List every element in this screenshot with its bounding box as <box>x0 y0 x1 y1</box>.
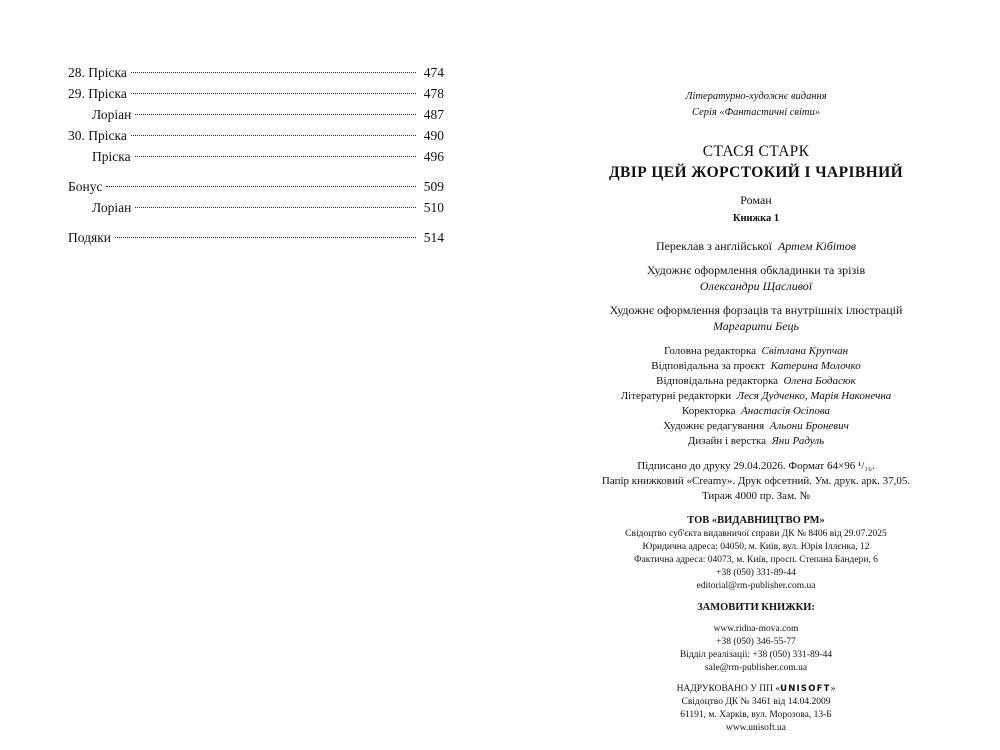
order-heading: ЗАМОВИТИ КНИЖКИ: <box>697 602 815 613</box>
staff-role: Головна редакторка <box>663 345 757 357</box>
printer-credit <box>586 683 926 696</box>
staff-line <box>586 374 926 389</box>
publisher-name: ТОВ «ВИДАВНИЦТВО РМ» <box>687 515 825 526</box>
cover-label: Художнє оформлення обкладинки та зрізів <box>646 263 866 277</box>
toc-entry-page: 496 <box>423 149 444 164</box>
order-contact-line: +38 (050) 346-55-77 <box>716 637 796 647</box>
publisher-detail-line: editorial@rm-publisher.com.ua <box>696 581 816 591</box>
print-specs <box>586 459 926 504</box>
print-spec-line: Тираж 4000 пр. Зам. № <box>701 490 811 502</box>
publisher-detail-line: +38 (050) 331-89-44 <box>716 568 796 578</box>
toc-entry-title: 29. Пріска <box>68 86 127 101</box>
printed-suffix: » <box>830 684 836 694</box>
printer-detail-line: 61191, м. Харків, вул. Морозова, 13-Б <box>680 710 832 720</box>
print-spec-line: Папір книжковий «Creamy». Друк офсетний. Ум. друк. арк. 37,05. <box>601 475 911 487</box>
edition-type: Літературно-художнє видання <box>685 91 827 102</box>
printed-prefix: НАДРУКОВАНО У ПП « <box>676 684 781 694</box>
toc-entry-title: Пріска <box>92 149 131 164</box>
series-name: Серія «Фантастичні світи» <box>692 107 820 118</box>
book-title: ДВІР ЦЕЙ ЖОРСТОКИЙ І ЧАРІВНИЙ <box>608 164 904 181</box>
endpaper-artist: Маргарити Бець <box>712 319 800 333</box>
printer-details <box>586 696 926 735</box>
staff-name: Анастасія Осіпова <box>741 405 831 417</box>
toc-entry-title: 30. Пріска <box>68 128 127 143</box>
staff-name: Яни Радуль <box>771 435 825 447</box>
toc-entry <box>68 227 444 248</box>
genre: Роман <box>740 193 772 207</box>
toc-leader-dots <box>131 72 416 73</box>
printer-brand: UNISOFT <box>780 684 831 694</box>
toc-entry <box>68 176 444 197</box>
toc-entry <box>68 62 444 83</box>
publisher-detail-line: Свідоцтво суб'єкта видавничої справи ДК № 8406 від 29.07.2025 <box>625 529 887 539</box>
staff-line <box>586 404 926 419</box>
toc-entry <box>68 104 444 125</box>
staff-name: Світлана Крупчан <box>761 345 849 357</box>
staff-role: Відповідальна за проєкт <box>651 360 766 372</box>
print-spec-line: Підписано до друку 29.04.2026. Формат 64×96 ¹/₁₆. <box>637 460 875 472</box>
staff-name: Леся Дудченко, Марія Наконечна <box>736 390 892 402</box>
staff-line <box>586 359 926 374</box>
order-contact-line: sale@rm-publisher.com.ua <box>704 663 808 673</box>
table-of-contents <box>68 62 444 248</box>
staff-name: Альони Броневич <box>769 420 849 432</box>
staff-role: Художнє редагування <box>663 420 765 432</box>
staff-credits <box>586 344 926 449</box>
publisher-details <box>586 528 926 593</box>
translation-label: Переклав з англійської <box>655 239 772 253</box>
staff-role: Коректорка <box>681 405 736 417</box>
toc-leader-dots <box>131 135 416 136</box>
toc-leader-dots <box>115 237 416 238</box>
staff-role: Відповідальна редакторка <box>656 375 779 387</box>
staff-name: Катерина Молочко <box>770 360 861 372</box>
toc-entry-page: 474 <box>423 65 444 80</box>
toc-entry <box>68 146 444 167</box>
publisher-detail-line: Фактична адреса: 04073, м. Київ, просп. Степана Бандери, 6 <box>634 555 878 565</box>
staff-role: Літературні редакторки <box>620 390 732 402</box>
author-name: СТАСЯ СТАРК <box>702 143 810 160</box>
toc-leader-dots <box>135 207 416 208</box>
endpaper-credit <box>586 302 926 334</box>
publisher-detail-line: Юридична адреса: 04050, м. Київ, вул. Юрія Іллєнка, 12 <box>642 542 870 552</box>
toc-entry-page: 487 <box>423 107 444 122</box>
translator-name: Артем Кібітов <box>777 239 857 253</box>
staff-role: Дизайн і верстка <box>687 435 767 447</box>
toc-entry-page: 514 <box>423 230 444 245</box>
toc-entry-page: 478 <box>423 86 444 101</box>
order-contact-line: www.ridna-mova.com <box>713 624 799 634</box>
staff-line <box>586 389 926 404</box>
book-number: Книжка 1 <box>732 213 780 224</box>
toc-leader-dots <box>135 114 416 115</box>
order-contacts <box>586 623 926 675</box>
toc-entry-page: 490 <box>423 128 444 143</box>
printer-detail-line: Свідоцтво ДК № 3461 від 14.04.2009 <box>681 697 831 707</box>
printer-detail-line: www.unisoft.ua <box>725 723 787 733</box>
translation-credit <box>586 238 926 254</box>
staff-line <box>586 434 926 449</box>
staff-name: Олена Бодасюк <box>783 375 856 387</box>
staff-line <box>586 419 926 434</box>
staff-line <box>586 344 926 359</box>
toc-entry-title: 28. Пріска <box>68 65 127 80</box>
toc-leader-dots <box>106 186 416 187</box>
toc-leader-dots <box>135 156 416 157</box>
cover-credit <box>586 262 926 294</box>
order-contact-line: Відділ реалізації: +38 (050) 331-89-44 <box>679 650 833 660</box>
toc-entry-title: Лоріан <box>92 107 132 122</box>
toc-entry <box>68 83 444 104</box>
toc-entry-page: 509 <box>423 179 444 194</box>
toc-entry-title: Подяки <box>68 230 111 245</box>
imprint-page <box>586 90 926 735</box>
toc-entry-title: Бонус <box>68 179 103 194</box>
toc-entry-page: 510 <box>423 200 444 215</box>
toc-leader-dots <box>131 93 416 94</box>
toc-entry <box>68 197 444 218</box>
toc-entry <box>68 125 444 146</box>
endpaper-label: Художнє оформлення форзаців та внутрішніх ілюстрацій <box>609 303 903 317</box>
toc-entry-title: Лоріан <box>92 200 132 215</box>
cover-artist: Олександри Щасливої <box>699 279 813 293</box>
